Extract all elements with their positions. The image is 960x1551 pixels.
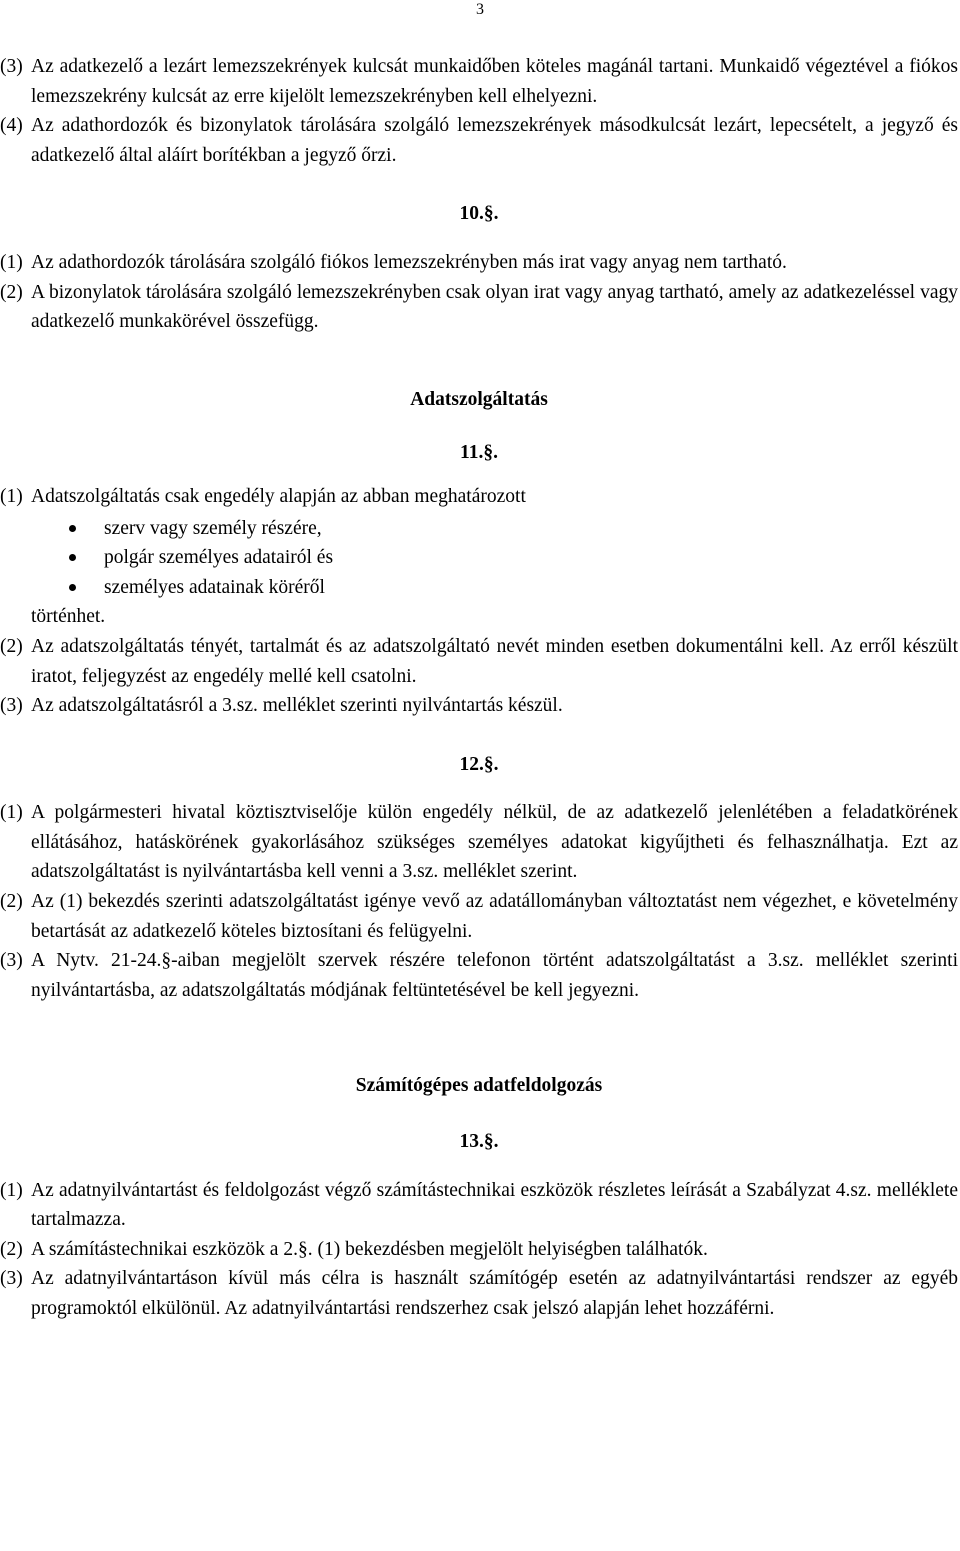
paragraph [0,482,958,512]
section-heading: Adatszolgáltatás [410,388,548,410]
paragraph-number: (1) [0,485,23,507]
paragraph-number: (3) [0,950,23,972]
paragraph-text: A számítástechnikai eszközök a 2.§. (1) bekezdésben megjelölt helyiségben találhatók. [31,1238,708,1260]
paragraph-text: A bizonylatok tárolására szolgáló lemezszekrényben csak olyan irat vagy anyag tartható, amely az adatkezeléssel vagy adatkezelő munkakörével összefügg. [31,281,958,333]
paragraph [0,1264,958,1323]
paragraph [0,52,958,111]
bullet-icon [69,584,76,591]
paragraph [0,1176,958,1235]
paragraph-text: Az (1) bekezdés szerinti adatszolgáltatást igénye vevő az adatállományban változtatást nem végezhet, e követelmény betartását az adatkezelő köteles biztosítani és felügyelni. [31,891,958,942]
list-item [0,573,958,603]
section-heading: Számítógépes adatfeldolgozás [355,1075,603,1097]
paragraph-text: Az adatnyilvántartást és feldolgozást végző számítástechnikai eszközök részletes leírását a Szabályzat 4.sz. melléklete tartalmazza. [31,1179,958,1231]
section-number: 13.§. [459,1131,499,1153]
paragraph-number: (3) [0,56,23,77]
paragraph-text: Az adatkezelő a lezárt lemezszekrények kulcsát munkaidőben köteles magánál tartani. Munkaidő végeztével a fiókos lemezszekrény kulcsát az erre kijelölt lemezszekrényben kell elhelyezni. [31,56,958,107]
paragraph [0,887,958,946]
paragraph-text: A polgármesteri hivatal köztisztviselője külön engedély nélkül, de az adatkezelő jelenlétében a feladatkörének ellátásához, hatáskörének gyakorlásához szükséges személyes adatokat kigyűjtheti és felhasználhatja. Ezt az adatszolgáltatást is nyilvántartásba kell venni a 3.sz. melléklet szerint. [31,802,958,883]
paragraph-text: történhet. [31,606,106,628]
paragraph [0,111,958,170]
paragraph-text: A Nytv. 21-24.§-aiban megjelölt szervek részére telefonon történt adatszolgáltatást a 3.sz. melléklet szerinti nyilvántartásba, az adatszolgáltatás módjának feltüntetésével be kell jegyezni. [31,950,958,1001]
paragraph-continuation [0,602,958,632]
paragraph-number: (3) [0,1268,23,1290]
paragraph-number: (2) [0,891,23,913]
paragraph-text: Az adatszolgáltatás tényét, tartalmát és az adatszolgáltató nevét minden esetben dokumentálni kell. Az erről készült iratot, feljegyzést az engedély mellé kell csatolni. [31,635,958,687]
list-item [0,514,958,544]
paragraph-text: Az adathordozók tárolására szolgáló fiókos lemezszekrényben más irat vagy anyag nem tartható. [31,251,787,273]
paragraph-number: (1) [0,802,23,824]
paragraph-text: Az adatszolgáltatásról a 3.sz. melléklet szerinti nyilvántartás készül. [31,695,563,717]
paragraph-number: (3) [0,695,23,717]
list-item [0,543,958,573]
paragraph [0,248,958,278]
paragraph [0,946,958,1005]
paragraph-number: (2) [0,281,23,303]
list-item-text: szerv vagy személy részére, [104,517,322,539]
bullet-list [0,514,958,603]
paragraph-text: Adatszolgáltatás csak engedély alapján az abban meghatározott [31,485,526,507]
paragraph-number: (1) [0,251,23,273]
paragraph-text: Az adatnyilvántartáson kívül más célra is használt számítógép esetén az adatnyilvántartási rendszer az egyéb programoktól elkülönül. Az adatnyilvántartási rendszerhez csak jelszó alapján lehet hozzáférni. [31,1268,958,1319]
paragraph [0,691,958,721]
page-number: 3 [476,1,484,18]
paragraph [0,278,958,337]
paragraph-number: (4) [0,115,23,137]
bullet-icon [69,554,76,561]
paragraph-text: Az adathordozók és bizonylatok tárolására szolgáló lemezszekrények másodkulcsát lezárt, lepecsételt, a jegyző és adatkezelő által aláírt borítékban a jegyző őrzi. [31,115,958,166]
section-number: 12.§. [459,753,499,775]
paragraph [0,632,958,691]
document-body [0,52,958,1324]
paragraph [0,1235,958,1265]
section-number: 11.§. [460,442,498,464]
paragraph-number: (2) [0,635,23,657]
section-number: 10.§. [459,203,499,225]
paragraph-number: (1) [0,1179,23,1201]
paragraph [0,798,958,887]
list-item-text: polgár személyes adatairól és [104,547,334,569]
bullet-icon [69,525,76,532]
list-item-text: személyes adatainak köréről [104,576,325,598]
paragraph-number: (2) [0,1238,23,1260]
